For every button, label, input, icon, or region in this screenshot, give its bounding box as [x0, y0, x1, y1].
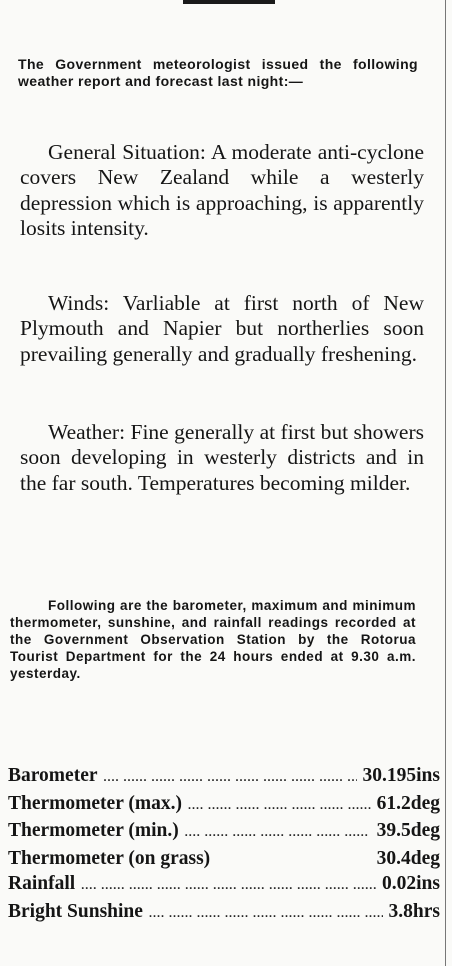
reading-row-thermometer-grass [8, 846, 440, 872]
reading-value: 61.2deg [376, 792, 440, 814]
reading-value: 0.02ins [382, 873, 440, 895]
reading-value: 30.4deg [376, 847, 440, 869]
reading-label: Thermometer (min.) [8, 820, 179, 842]
winds-paragraph: Winds: Varliable at first north of New Plymouth and Napier but northerlies soon prevailing generally and gradually freshening. [20, 291, 424, 366]
readings-intro: Following are the barometer, maximum and minimum thermometer, sunshine, and rainfall readings recorded at the Government Observation Station by the Rotorua Tourist Department for the 24 hours ended at 9.30 a.m. yesterday. [10, 598, 416, 681]
forecast-intro: The Government meteorologist issued the following weather report and forecast last night:— [18, 56, 418, 89]
reading-label: Thermometer (on grass) [8, 847, 211, 869]
column-top-rule [183, 0, 275, 4]
leader-dots [188, 793, 371, 819]
general-situation-paragraph: General Situation: A moderate anti-cyclone covers New Zealand while a westerly depression which is approaching, is apparently losits intensity. [20, 140, 424, 241]
reading-value: 30.195ins [362, 765, 440, 786]
reading-label: Bright Sunshine [8, 900, 143, 922]
weather-paragraph: Weather: Fine generally at first but showers soon developing in westerly districts and in the far south. Temperatures becoming milder. [20, 420, 424, 495]
reading-value: 39.5deg [376, 820, 440, 842]
reading-row-rainfall [8, 871, 440, 899]
leader-dots [81, 873, 376, 899]
reading-value: 3.8hrs [388, 900, 440, 922]
leader-dots [149, 901, 383, 927]
leader-dots [104, 765, 357, 791]
readings-table [8, 763, 440, 927]
reading-row-barometer [8, 763, 440, 791]
reading-label: Thermometer (max.) [8, 792, 182, 814]
reading-row-thermometer-max [8, 791, 440, 819]
reading-label: Rainfall [8, 873, 76, 895]
reading-label: Barometer [8, 765, 98, 786]
leader-dots [185, 820, 371, 846]
reading-row-sunshine [8, 899, 440, 927]
column-divider [445, 0, 446, 966]
reading-row-thermometer-min [8, 818, 440, 846]
